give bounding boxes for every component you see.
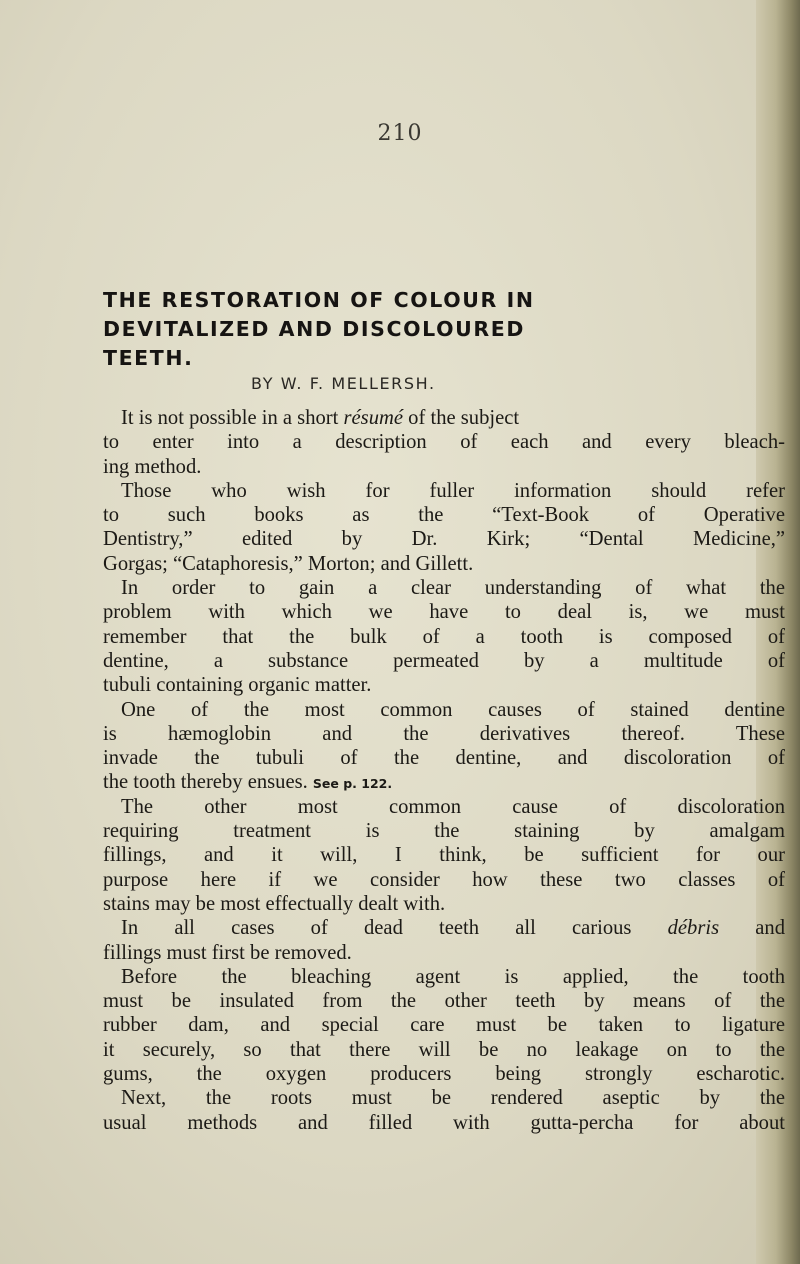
text-line: dentine, a substance permeated by a multitude of	[103, 649, 785, 672]
italic-term: débris	[667, 917, 720, 940]
text-line: Dentistry,” edited by Dr. Kirk; “Dental Medicine,”	[103, 528, 785, 551]
text-span: and	[719, 917, 785, 940]
italic-term: résumé	[343, 407, 404, 429]
text-span: It is not possible in a short	[121, 407, 344, 429]
text-line: fillings, and it will, I think, be sufficient for our	[103, 844, 785, 867]
text-line: tubuli containing organic matter.	[103, 674, 372, 697]
article-title	[103, 286, 783, 373]
text-line: usual methods and filled with gutta-percha for about	[103, 1111, 785, 1134]
text-line: Next, the roots must be rendered aseptic by the	[121, 1087, 785, 1110]
text-line: Before the bleaching agent is applied, the tooth	[121, 965, 785, 988]
text-line: invade the tubuli of the dentine, and discoloration of	[103, 747, 785, 770]
text-line: Those who wish for fuller information should refer	[121, 479, 785, 502]
text-line	[103, 916, 785, 940]
text-line: fillings must first be removed.	[103, 941, 352, 964]
title-line-2: DEVITALIZED AND DISCOLOURED	[103, 317, 525, 341]
text-span: the tooth thereby ensues.	[103, 771, 313, 794]
text-line: The other most common cause of discoloration	[121, 795, 785, 818]
text-line: remember that the bulk of a tooth is composed of	[103, 625, 785, 648]
text-line: In order to gain a clear understanding of what the	[121, 577, 785, 600]
author-byline: BY W. F. MELLERSH.	[251, 374, 436, 393]
text-span: of the subject	[403, 407, 520, 429]
text-line: stains may be most effectually dealt with.	[103, 892, 446, 915]
page-number: 210	[377, 121, 423, 146]
article-body	[103, 406, 785, 1135]
text-line: problem with which we have to deal is, we must	[103, 601, 785, 624]
page-reference-note: See p. 122.	[312, 776, 393, 792]
text-line: Gorgas; “Cataphoresis,” Morton; and Gillett.	[103, 552, 474, 575]
text-line: requiring treatment is the staining by amalgam	[103, 820, 785, 843]
text-line	[103, 770, 785, 794]
text-line: rubber dam, and special care must be taken to ligature	[103, 1014, 785, 1037]
text-line: must be insulated from the other teeth by means of the	[103, 990, 785, 1013]
text-span: In all cases of dead teeth all carious	[121, 917, 668, 940]
text-line: purpose here if we consider how these two classes of	[103, 868, 785, 891]
text-line: ing method.	[103, 455, 202, 478]
text-line: gums, the oxygen producers being strongly escharotic.	[103, 1063, 785, 1086]
title-line-3: TEETH.	[103, 346, 194, 370]
text-line: One of the most common causes of stained dentine	[121, 698, 785, 721]
text-line: is hæmoglobin and the derivatives thereof. These	[103, 722, 785, 745]
text-line: it securely, so that there will be no leakage on to the	[103, 1038, 785, 1061]
text-line: to such books as the “Text-Book of Operative	[103, 504, 785, 527]
text-line: to enter into a description of each and every bleach-	[103, 431, 785, 454]
title-line-1: THE RESTORATION OF COLOUR IN	[103, 288, 535, 312]
text-line	[103, 406, 785, 430]
